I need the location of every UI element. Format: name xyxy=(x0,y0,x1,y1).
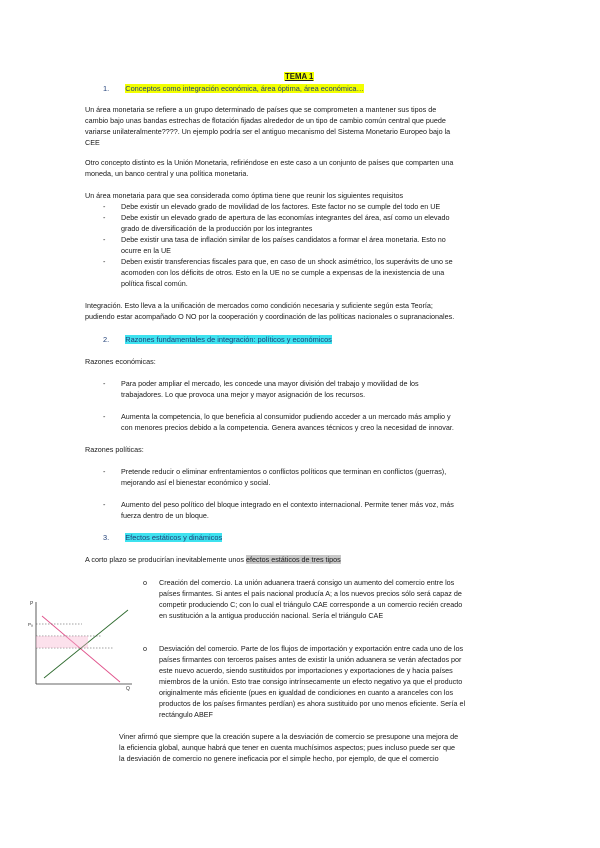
text-line: política fiscal común. xyxy=(121,279,188,288)
text-line xyxy=(85,554,341,565)
optimal-requirements-list xyxy=(103,201,515,289)
text-line: Debe existir una tasa de inflación similar de los países candidatos a formar el área monetaria. Esto no xyxy=(121,235,446,244)
list-item xyxy=(103,212,515,234)
text-line: Un área monetaria para que sea considerada como óptima tiene que reunir los siguientes requisitos xyxy=(85,191,404,200)
text-line: moneda, un banco central y una política monetaria. xyxy=(85,169,249,178)
heading-2-number: 2. xyxy=(103,335,110,344)
text-line: en sustitución a la antigua producción nacional. Sería el triángulo CAE xyxy=(159,611,384,620)
heading-1-number: 1. xyxy=(103,84,110,93)
text-line: Debe existir un elevado grado de movilidad de los factores. Este factor no se cumple del todo en UE xyxy=(121,202,441,211)
text-line: Aumento del peso político del bloque integrado en el contexto internacional. Permite tener más voz, más xyxy=(121,500,454,509)
text-line: miembros de la unión. Esto trae consigo intrínsecamente un efecto negativo ya que el producto xyxy=(159,677,463,686)
text-line: este nuevo acuerdo, siendo sustituidos por importaciones y exportaciones de y hacia países xyxy=(159,666,453,675)
short-term-sentence xyxy=(85,554,341,565)
list-item xyxy=(143,577,515,621)
text-line: trabajadores. Lo que provoca una mejor y mayor asignación de los recursos. xyxy=(121,390,366,399)
text-line: Para poder ampliar el mercado, les concede una mayor división del trabajo y movilidad de los xyxy=(121,379,419,388)
heading-2-text: Razones fundamentales de integración: políticos y económicos xyxy=(125,335,332,344)
list-item xyxy=(103,378,515,400)
political-reasons-list xyxy=(103,466,515,521)
text-line: grado de diversificación de la producción por los integrantes xyxy=(121,224,313,233)
text-line: con menores precios debido a la competencia. Genera avances técnicos y creo la necesidad de innovar. xyxy=(121,423,454,432)
text-line: ocurre en la UE xyxy=(121,246,171,255)
dash-bullet: - xyxy=(103,412,106,421)
text-line: países firmantes con terceros países antes de existir la unión aduanera se verán afectados por xyxy=(159,655,462,664)
paragraph-monetary-area xyxy=(85,104,515,148)
list-item xyxy=(103,411,515,433)
text-line: Aumenta la competencia, lo que beneficia al consumidor pudiendo acceder a un mercado más amplio y xyxy=(121,412,451,421)
list-item xyxy=(103,201,515,212)
dash-bullet: - xyxy=(103,235,106,244)
text-line: productos de los países firmantes perdían) es ahora sustituido por uno menos eficiente. Sería el xyxy=(159,699,466,708)
text-line: Pretende reducir o eliminar enfrentamientos o conflictos políticos que terminan en conflictos (guerras), xyxy=(121,467,447,476)
text-line: Creación del comercio. La unión aduanera traerá consigo un aumento del comercio entre los xyxy=(159,578,455,587)
supply-demand-figure xyxy=(28,598,140,694)
heading-2 xyxy=(103,335,332,345)
text-line: acomoden con los déficits de otros. Esto en la UE no se cumple a expensas de la inexistencia de una xyxy=(121,268,445,277)
dash-bullet: - xyxy=(103,257,106,266)
text-line: Razones políticas: xyxy=(85,445,144,454)
text-line: fuerza dentro de un bloque. xyxy=(121,511,209,520)
text-line: países firmantes. Si antes el país nacional producía A; a los nuevos precios sólo será capaz de xyxy=(159,589,462,598)
economic-reasons-list xyxy=(103,378,515,433)
text-line: rectángulo ABEF xyxy=(159,710,213,719)
text-line: Un área monetaria se refiere a un grupo determinado de países que se comprometen a mantener sus tipos de xyxy=(85,105,437,114)
text-line: CEE xyxy=(85,138,100,147)
text-line: Razones económicas: xyxy=(85,357,156,366)
heading-1-text: Conceptos como integración económica, área óptima, área económica… xyxy=(125,84,364,93)
figure-label-pa: Pₐ xyxy=(28,622,33,627)
heading-1 xyxy=(103,84,364,94)
circle-bullet: o xyxy=(143,644,147,653)
circle-bullet: o xyxy=(143,578,147,587)
text-line: pudiendo estar acompañado O NO por la cooperación y coordinación de las políticas nacionales o supranacionales. xyxy=(85,312,455,321)
dash-bullet: - xyxy=(103,467,106,476)
list-item xyxy=(143,643,515,720)
text-line: Desviación del comercio. Parte de los flujos de importación y exportación entre cada uno de los xyxy=(159,644,464,653)
text-span: A corto plazo se producirían inevitablemente unos xyxy=(85,555,247,564)
text-line: competir produciendo C; con lo cual el triángulo CAE corresponde a un comercio recién creado xyxy=(159,600,463,609)
highlighted-text: efectos estáticos de tres tipos xyxy=(246,555,341,564)
heading-3-text: Efectos estáticos y dinámicos xyxy=(125,533,223,542)
text-line: cambio bajo unas bandas estrechas de flotación fijadas alrededor de un tipo de cambio común central que puede xyxy=(85,116,446,125)
dash-bullet: - xyxy=(103,202,106,211)
text-line: Viner afirmó que siempre que la creación supere a la desviación de comercio se presupone una mejora de xyxy=(119,732,459,741)
text-line: mejorando así el bienestar económico y social. xyxy=(121,478,271,487)
list-item xyxy=(103,234,515,256)
figure-label-p: P xyxy=(30,601,34,607)
heading-3 xyxy=(103,533,222,543)
dash-bullet: - xyxy=(103,379,106,388)
text-line: variarse unilateralmente????. Un ejemplo podría ser el antiguo mecanismo del Sistema Monetario Europeo bajo la xyxy=(85,127,451,136)
paragraph-integration xyxy=(85,300,515,322)
text-line: Otro concepto distinto es la Unión Monetaria, refiriéndose en este caso a un conjunto de países que comparten una xyxy=(85,158,454,167)
list-item xyxy=(103,256,515,289)
diversion-rectangle xyxy=(36,636,88,648)
political-reasons-label xyxy=(85,444,144,455)
text-line: Deben existir transferencias fiscales para que, en caso de un shock asimétrico, los superávits de uno se xyxy=(121,257,453,266)
effects-list xyxy=(143,577,515,720)
dash-bullet: - xyxy=(103,213,106,222)
paragraph-viner xyxy=(119,731,515,764)
paragraph-monetary-union xyxy=(85,157,515,179)
text-line: la eficiencia global, aunque habrá que tener en cuenta muchísimos aspectos; pues incluso puede ser que xyxy=(119,743,456,752)
optimal-area-intro xyxy=(85,190,515,201)
economic-reasons-label xyxy=(85,356,156,367)
text-line: originalmente más eficiente (pues en igualdad de condiciones en cuanto a aranceles con los xyxy=(159,688,454,697)
list-item xyxy=(103,499,515,521)
list-item xyxy=(103,466,515,488)
dash-bullet: - xyxy=(103,500,106,509)
text-line: la desviación de comercio no genere ineficacia por el simple hecho, por ejemplo, de que el comercio xyxy=(119,754,439,763)
text-line: Integración. Esto lleva a la unificación de mercados como condición necesaria y suficiente según esta Teoría; xyxy=(85,301,433,310)
heading-3-number: 3. xyxy=(103,533,110,542)
page-title: TEMA 1 xyxy=(285,72,314,81)
figure-label-q: Q xyxy=(126,686,130,692)
text-line: Debe existir un elevado grado de apertura de las economías integrantes del área, así como un elevado xyxy=(121,213,450,222)
